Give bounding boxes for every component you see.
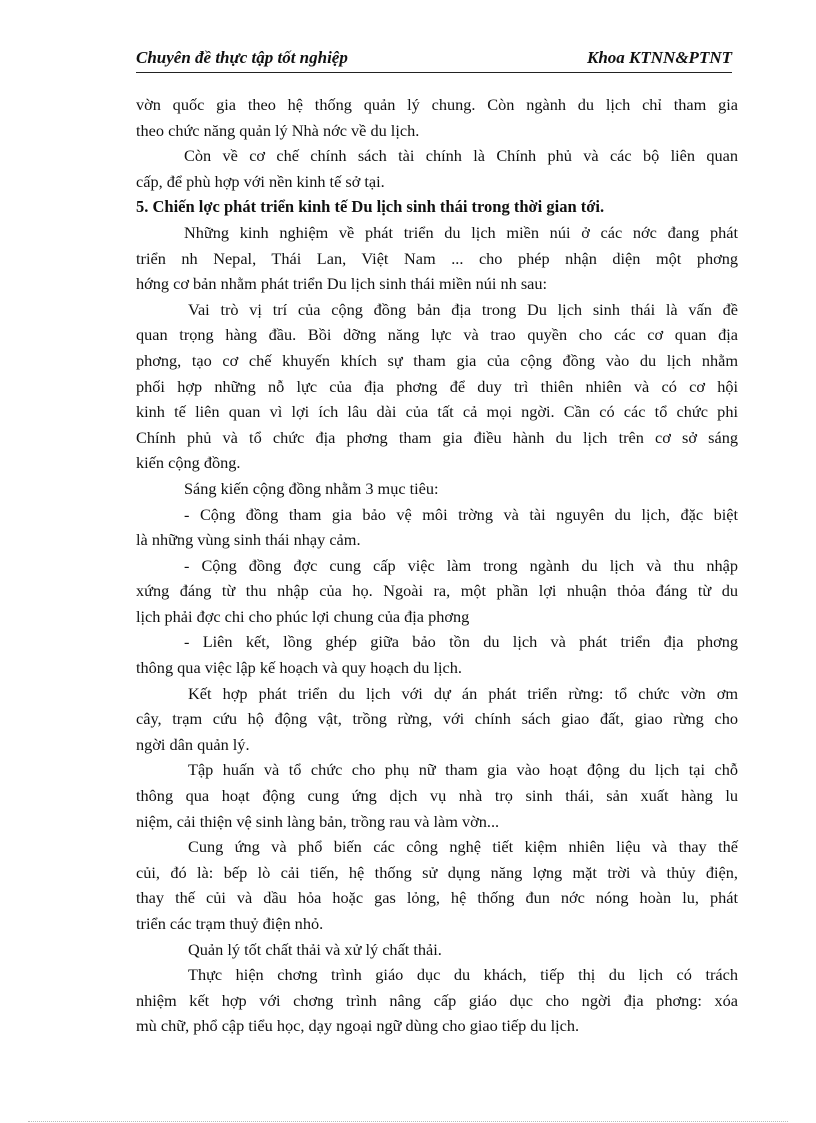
text-line: theo chức năng quản lý Nhà nớc về du lịch. <box>136 120 420 140</box>
text-line: Thực hiện chơng trình giáo dục du khách, tiếp thị du lịch có trách <box>188 965 738 985</box>
text-line: Kết hợp phát triển du lịch với dự án phát triển rừng: tổ chức vờn ơm <box>188 683 738 703</box>
text-line: triển nh Nepal, Thái Lan, Việt Nam ... cho phép nhận diện một phơng <box>136 248 738 268</box>
header-course-title: Chuyên đề thực tập tốt nghiệp <box>136 48 348 67</box>
text-line: vờn quốc gia theo hệ thống quản lý chung. Còn ngành du lịch chỉ tham gia <box>136 95 738 114</box>
text-line: Tập huấn và tổ chức cho phụ nữ tham gia vào hoạt động du lịch tại chỗ <box>188 760 738 780</box>
text-line: phơng, tạo cơ chế khuyến khích sự tham gia của cộng đồng vào du lịch nhằm <box>136 350 738 370</box>
text-line: cấp, để phù hợp với nền kinh tế sở tại. <box>136 171 385 191</box>
text-line: triển các trạm thuỷ điện nhỏ. <box>136 914 324 933</box>
text-line: Còn về cơ chế chính sách tài chính là Chính phủ và các bộ liên quan <box>184 146 738 166</box>
text-line: Sáng kiến cộng đồng nhằm 3 mục tiêu: <box>184 478 439 498</box>
footer-divider <box>28 1121 788 1122</box>
text-line: xứng đáng từ thu nhập của họ. Ngoài ra, một phần lợi nhuận thỏa đáng từ du <box>136 581 738 601</box>
text-line: Quản lý tốt chất thải và xử lý chất thải. <box>188 939 442 959</box>
text-line: Chính phủ và tổ chức địa phơng tham gia điều hành du lịch trên cơ sở sáng <box>136 427 738 447</box>
text-line: Cung ứng và phổ biến các công nghệ tiết kiệm nhiên liệu và thay thế <box>188 837 738 857</box>
text-line: phối hợp những nỗ lực của địa phơng để duy trì thiên nhiên và có cơ hội <box>136 376 738 396</box>
document-body <box>136 92 738 1039</box>
text-line: thay thế củi và dầu hỏa hoặc gas lỏng, hệ thống đun nớc nóng hoàn lu, phát <box>136 888 738 908</box>
text-line: củi, đó là: bếp lò cải tiến, hệ thống sử dụng năng lợng mặt trời và thủy điện, <box>136 862 738 882</box>
text-line: Những kinh nghiệm về phát triển du lịch miền núi ở các nớc đang phát <box>184 222 738 242</box>
header-faculty: Khoa KTNN&PTNT <box>587 48 732 67</box>
text-line: - Cộng đồng đợc cung cấp việc làm trong ngành du lịch và thu nhập <box>184 555 738 575</box>
text-line: kinh tế liên quan vì lợi ích lâu dài của tất cả mọi ngời. Cần có các tổ chức phi <box>136 402 738 422</box>
text-line: nhiệm kết hợp với chơng trình nâng cấp giáo dục cho ngời địa phơng: xóa <box>136 990 738 1010</box>
text-line: lịch phải đợc chi cho phúc lợi chung của địa phơng <box>136 606 470 626</box>
header-divider <box>136 72 732 73</box>
page-header <box>136 48 732 70</box>
text-line: là những vùng sinh thái nhạy cảm. <box>136 530 361 550</box>
text-line: cây, trạm cứu hộ động vật, trồng rừng, với chính sách giao đất, giao rừng cho <box>136 709 738 729</box>
text-line: kiến cộng đồng. <box>136 453 241 473</box>
text-line: Vai trò vị trí của cộng đồng bản địa trong Du lịch sinh thái là vấn đề <box>188 299 738 319</box>
section-heading: 5. Chiến lợc phát triển kinh tế Du lịch sinh thái trong thời gian tới. <box>136 197 605 217</box>
text-line: thông qua việc lập kế hoạch và quy hoạch du lịch. <box>136 658 462 678</box>
text-line: hớng cơ bản nhằm phát triển Du lịch sinh thái miền núi nh sau: <box>136 274 548 294</box>
text-line: mù chữ, phổ cập tiểu học, dạy ngoại ngữ dùng cho giao tiếp du lịch. <box>136 1016 580 1036</box>
text-line: quan trọng hàng đầu. Bồi dỡng năng lực và trao quyền cho các cơ quan địa <box>136 325 738 345</box>
text-line: - Cộng đồng tham gia bảo vệ môi trờng và tài nguyên du lịch, đặc biệt <box>184 504 738 524</box>
text-line: thông qua hoạt động cung ứng dịch vụ nhà trọ sinh thái, sản xuất hàng lu <box>136 786 738 806</box>
text-line: niệm, cải thiện vệ sinh làng bản, trồng rau và làm vờn... <box>136 811 500 831</box>
text-line: - Liên kết, lồng ghép giữa bảo tồn du lịch và phát triển địa phơng <box>184 632 738 652</box>
text-line: ngời dân quản lý. <box>136 734 250 754</box>
